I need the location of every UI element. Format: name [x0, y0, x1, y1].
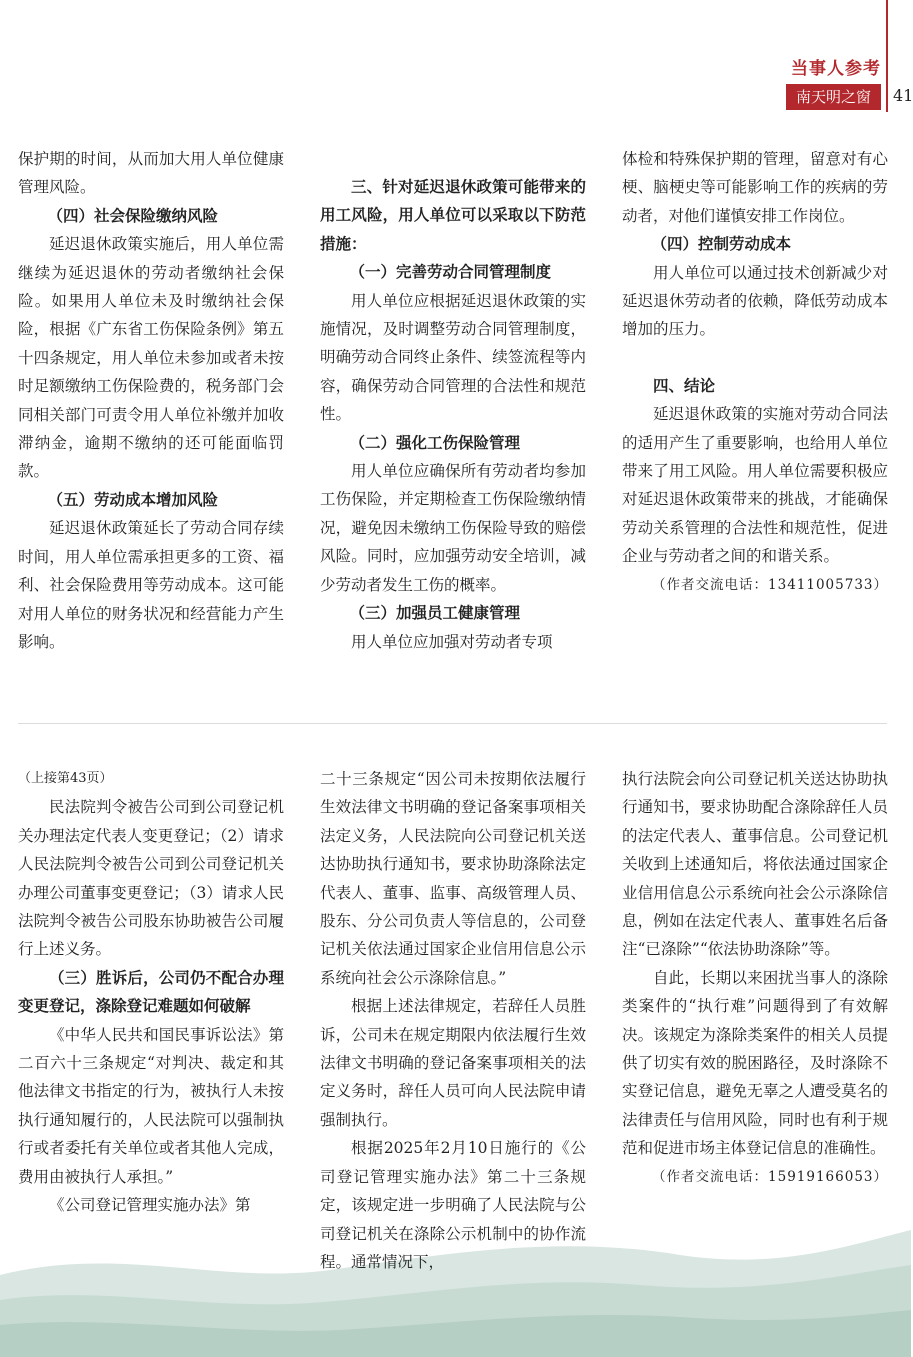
author-contact: （作者交流电话：15919166053）: [652, 1168, 888, 1185]
column-badge: 南天明之窗: [786, 84, 881, 110]
paragraph: 用人单位应确保所有劳动者均参加工伤保险，并定期检查工伤保险缴纳情况，避免因未缴纳工伤保险导致的赔偿风险。同时，应加强劳动安全培训，减少劳动者发生工伤的概率。: [320, 462, 586, 594]
paragraph: 延迟退休政策实施后，用人单位需继续为延迟退休的劳动者缴纳社会保险。如果用人单位未及时缴纳社会保险，根据《广东省工伤保险条例》第五十四条规定，用人单位未参加或者未按时足额缴纳工伤保险费的，税务部门会同相关部门可责令用人单位补缴并加收滞纳金，逾期不缴纳的还可能面临罚款。: [18, 235, 284, 481]
section-heading: 三、针对延迟退休政策可能带来的用工风险，用人单位可以采取以下防范措施：: [320, 178, 586, 253]
top-column-3: [622, 145, 888, 599]
section-divider: [18, 723, 887, 724]
section-heading: 四、结论: [653, 376, 716, 395]
paragraph: 《公司登记管理实施办法》第: [49, 1196, 251, 1215]
paragraph: 用人单位应加强对劳动者专项: [351, 632, 553, 651]
top-column-2: [320, 145, 586, 656]
subheading: （三）加强员工健康管理: [349, 604, 520, 623]
paragraph: 用人单位可以通过技术创新减少对延迟退休劳动者的依赖，降低劳动成本增加的压力。: [622, 263, 888, 339]
paragraph: 根据2025年2月10日施行的《公司登记管理实施办法》第二十三条规定，该规定进一步明确了人民法院与公司登记机关在涤除公示机制中的协作流程。通常情况下，: [320, 1139, 586, 1271]
page-number: 41: [893, 86, 913, 105]
subheading: （四）社会保险缴纳风险: [47, 206, 218, 225]
bottom-column-1: [18, 765, 284, 1220]
subheading: （一）完善劳动合同管理制度: [349, 263, 551, 282]
paragraph: 保护期的时间，从而加大用人单位健康管理风险。: [18, 150, 284, 197]
paragraph: 根据上述法律规定，若辞任人员胜诉，公司未在规定期限内依法履行生效法律文书明确的登记备案事项相关的法定义务时，辞任人员可向人民法院申请强制执行。: [320, 997, 586, 1129]
author-contact: （作者交流电话：13411005733）: [652, 576, 888, 593]
continued-note: （上接第43页）: [18, 771, 113, 786]
paragraph: 体检和特殊保护期的管理，留意对有心梗、脑梗史等可能影响工作的疾病的劳动者，对他们谨慎安排工作岗位。: [622, 150, 888, 225]
paragraph: 自此，长期以来困扰当事人的涤除类案件的“执行难”问题得到了有效解决。该规定为涤除类案件的相关人员提供了切实有效的脱困路径，及时涤除不实登记信息，避免无辜之人遭受莫名的法律责任与信用风险，同时也有利于规范和促进市场主体登记信息的准确性。: [622, 968, 888, 1158]
paragraph: 延迟退休政策的实施对劳动合同法的适用产生了重要影响，也给用人单位带来了用工风险。用人单位需要积极应对延迟退休政策带来的挑战，才能确保劳动关系管理的合法性和规范性，促进企业与劳动者之间的和谐关系。: [622, 405, 888, 566]
column-title: 当事人参考: [791, 59, 881, 79]
paragraph: 执行法院会向公司登记机关送达协助执行通知书，要求协助配合涤除辞任人员的法定代表人、董事信息。公司登记机关收到上述通知后，将依法通过国家企业信用信息公示系统向社会公示涤除信息，例如在法定代表人、董事姓名后备注“已涤除”“依法协助涤除”等。: [622, 770, 888, 959]
subheading: （四）控制劳动成本: [651, 235, 791, 254]
paragraph: 延迟退休政策延长了劳动合同存续时间，用人单位需承担更多的工资、福利、社会保险费用等劳动成本。这可能对用人单位的财务状况和经营能力产生影响。: [18, 519, 284, 651]
paragraph: 民法院判令被告公司到公司登记机关办理法定代表人变更登记；（2）请求人民法院判令被告公司到公司登记机关办理公司董事变更登记；（3）请求人民法院判令被告公司股东协助被告公司履行上述义务。: [18, 798, 284, 959]
header-vertical-rule: [886, 0, 888, 112]
subheading: （二）强化工伤保险管理: [349, 433, 520, 452]
paragraph: 用人单位应根据延迟退休政策的实施情况，及时调整劳动合同管理制度，明确劳动合同终止条件、续签流程等内容，确保劳动合同管理的合法性和规范性。: [320, 291, 586, 424]
top-column-1: [18, 145, 284, 656]
bottom-column-3: [622, 765, 888, 1191]
subheading: （五）劳动成本增加风险: [47, 490, 218, 509]
bottom-column-2: [320, 765, 586, 1276]
paragraph: 《中华人民共和国民事诉讼法》第二百六十三条规定“对判决、裁定和其他法律文书指定的行为，被执行人未按执行通知履行的，人民法院可以强制执行或者委托有关单位或者其他人完成，费用由被执行人承担。”: [18, 1025, 284, 1186]
paragraph: 二十三条规定“因公司未按期依法履行生效法律文书明确的登记备案事项相关法定义务，人民法院向公司登记机关送达协助执行通知书，要求协助涤除法定代表人、董事、监事、高级管理人员、股东、分公司负责人等信息的，公司登记机关依法通过国家企业信用信息公示系统向社会公示涤除信息。”: [320, 770, 586, 987]
subheading: （三）胜诉后，公司仍不配合办理变更登记，涤除登记难题如何破解: [18, 968, 284, 1016]
